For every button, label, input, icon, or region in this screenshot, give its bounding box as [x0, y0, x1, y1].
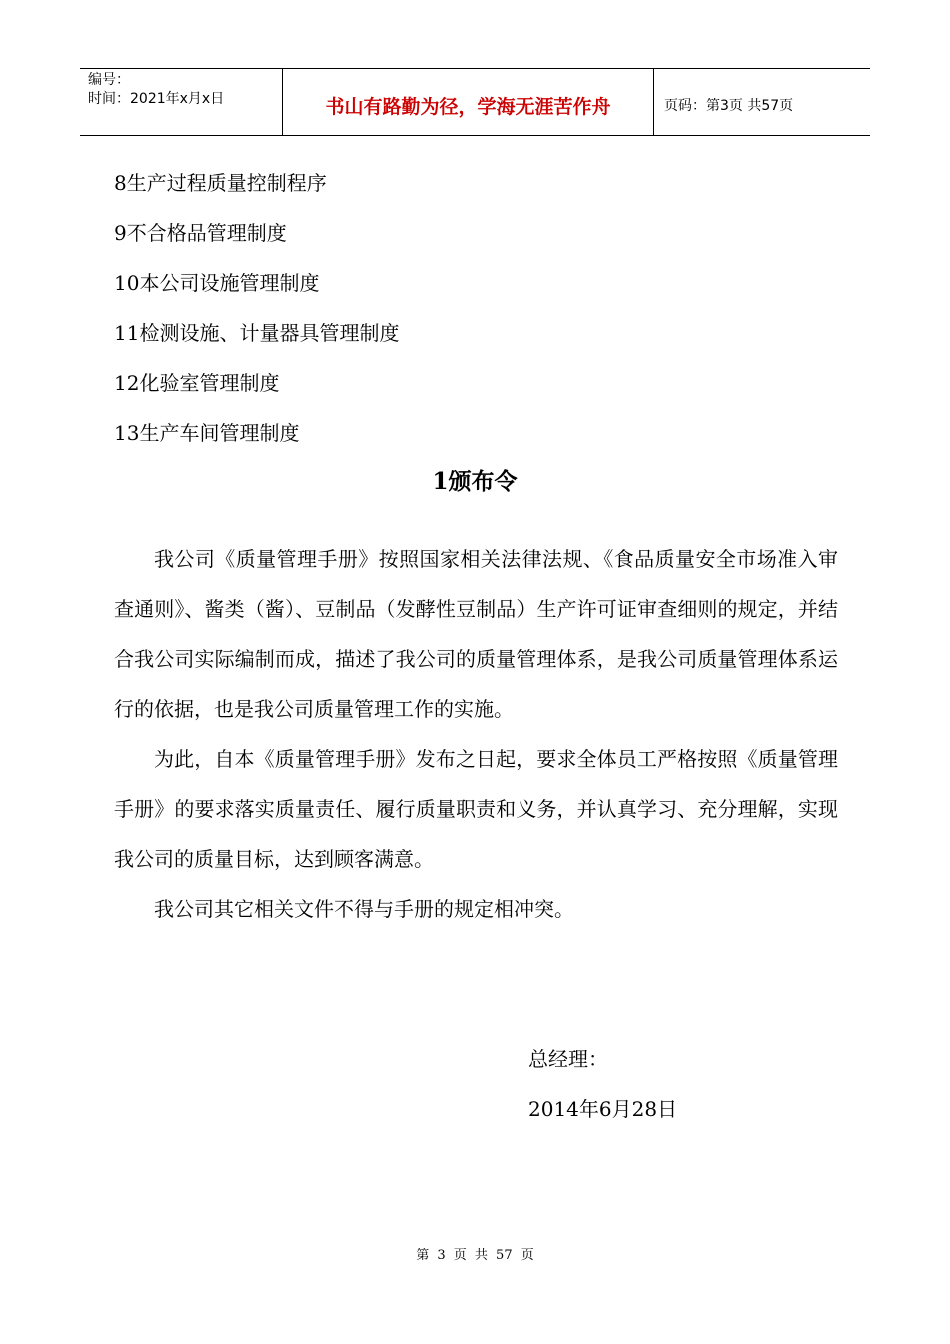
paragraph: 我公司《质量管理手册》按照国家相关法律法规、《食品质量安全市场准入审查通则》、酱类（酱）、豆制品（发酵性豆制品）生产许可证审查细则的规定，并结合我公司实际编制而成，描述了我公司的质量管理体系，是我公司质量管理体系运行的依据，也是我公司质量管理工作的实施。 — [114, 547, 838, 721]
toc-item: 12化验室管理制度 — [114, 371, 280, 395]
toc-item: 10本公司设施管理制度 — [114, 271, 320, 295]
paragraph: 为此，自本《质量管理手册》发布之日起，要求全体员工严格按照《质量管理手册》的要求落实质量责任、履行质量职责和义务，并认真学习、充分理解，实现我公司的质量目标，达到顾客满意。 — [114, 747, 838, 871]
section-title: 1颁布令 — [432, 468, 518, 495]
toc-item: 8生产过程质量控制程序 — [114, 171, 327, 195]
toc-item: 11检测设施、计量器具管理制度 — [114, 321, 400, 345]
paragraph: 我公司其它相关文件不得与手册的规定相冲突。 — [154, 897, 574, 921]
header-number-label: 编号： — [88, 72, 130, 88]
toc-list — [114, 166, 399, 466]
header-motto: 书山有路勤为径，学海无涯苦作舟 — [282, 69, 654, 135]
toc-item: 13生产车间管理制度 — [114, 421, 300, 445]
header-page-info: 页码：第3页 共57页 — [664, 98, 794, 114]
signature-block — [528, 1034, 677, 1134]
signature-title: 总经理： — [528, 1047, 608, 1071]
section-body — [114, 534, 838, 934]
page-footer: 第 3 页 共 57 页 — [416, 1248, 534, 1263]
toc-item: 9不合格品管理制度 — [114, 221, 287, 245]
header-time-label: 时间：2021年x月x日 — [88, 91, 225, 107]
page-header — [80, 68, 870, 136]
header-meta — [80, 69, 282, 135]
signature-date: 2014年6月28日 — [528, 1097, 678, 1121]
